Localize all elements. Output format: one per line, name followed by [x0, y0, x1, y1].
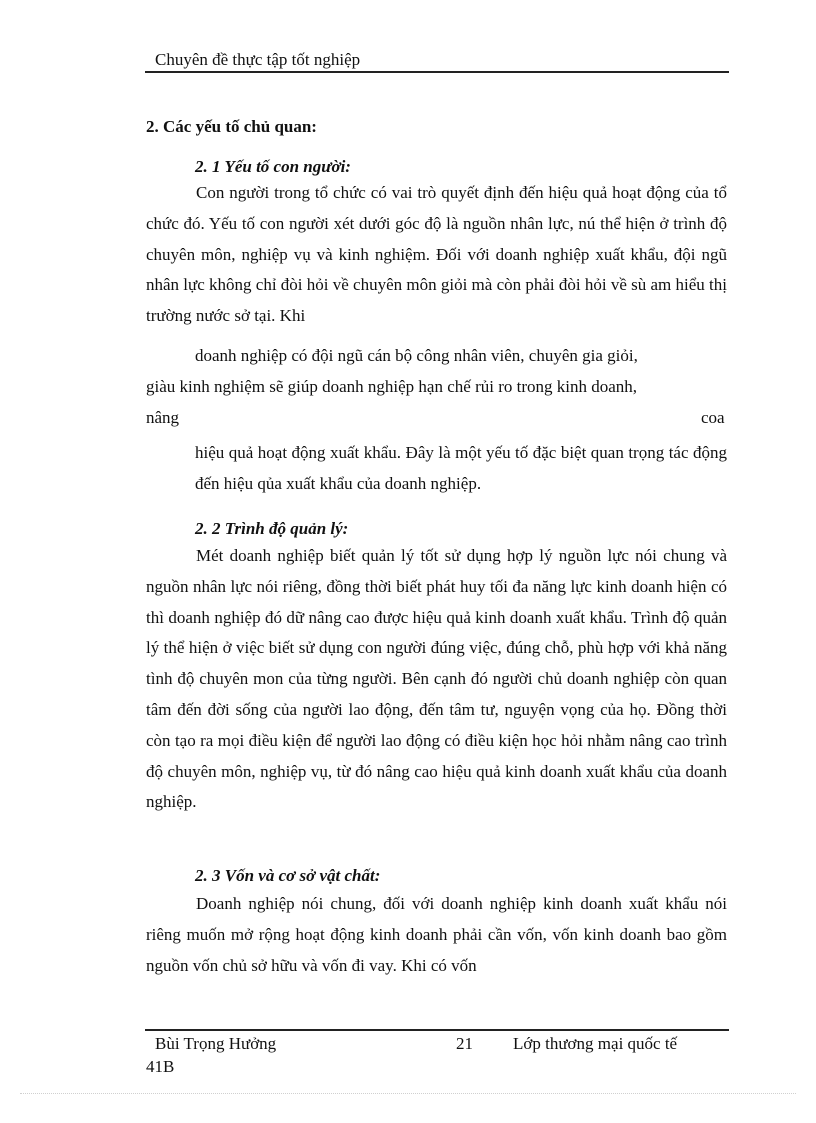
- header-rule: [145, 71, 729, 73]
- footer-class-line2: 41B: [146, 1057, 175, 1076]
- paragraph-management: Mét doanh nghiệp biết quản lý tốt sử dụng hợp lý nguồn lực nói chung và nguồn nhân lực nói riêng, đồng thời biết phát huy tối đa năng lực kinh doanh hiện có thì doanh nghiệp đó dữ nâng cao được hiệu quả kinh doanh xuất khẩu. Trình độ quản lý thể hiện ở việc biết sử dụng con người đúng việc, đúng chỗ, phù hợp với khả năng tình độ chuyên mon của từng người. Bên cạnh đó người chủ doanh nghiệp còn quan tâm đến đời sống của người lao động, đến tâm tư, nguyện vọng của họ. Đồng thời còn tạo ra mọi điều kiện để người lao động có điều kiện học hỏi nhằm nâng cao trình độ chuyên môn, nghiệp vụ, từ đó nâng cao hiệu quả kinh doanh xuất khẩu của doanh nghiệp.: [146, 546, 727, 812]
- footer-author: Bùi Trọng Hưởng: [155, 1034, 277, 1053]
- page-header-title: Chuyên đề thực tập tốt nghiệp: [155, 50, 361, 69]
- footer-rule: [145, 1029, 729, 1031]
- subheading-human-factor: 2. 1 Yếu tố con người:: [195, 157, 351, 176]
- subheading-management: 2. 2 Trình độ quản lý:: [195, 519, 349, 538]
- paragraph-line: giàu kinh nghiệm sẽ giúp doanh nghiệp hạn chế rủi ro trong kinh doanh,: [146, 377, 638, 396]
- paragraph-human-factor: Con người trong tổ chức có vai trò quyết định đến hiệu quả hoạt động của tổ chức đó. Yếu tố con người xét dưới góc độ là nguồn nhân lực, nú thể hiện ở trình độ chuyên môn, nghiệp vụ và kinh nghiệm. Đối với doanh nghiệp xuất khẩu, đội ngũ nhân lực không chỉ đòi hỏi về chuyên môn giỏi mà còn phải đòi hỏi về sù am hiểu thị trường nước sở tại. Khi: [146, 183, 727, 326]
- page-edge-divider: [20, 1093, 796, 1094]
- paragraph-line: doanh nghiệp có đội ngũ cán bộ công nhân viên, chuyên gia giỏi,: [195, 346, 638, 365]
- footer-class: Lớp thương mại quốc tế: [513, 1034, 678, 1053]
- subheading-capital: 2. 3 Vốn và cơ sở vật chất:: [195, 866, 381, 885]
- footer-page-number: 21: [456, 1034, 473, 1053]
- paragraph-capital: Doanh nghiệp nói chung, đối với doanh nghiệp kinh doanh xuất khẩu nói riêng muốn mở rộng hoạt động kinh doanh phải cần vốn, vốn kinh doanh bao gồm nguồn vốn chủ sở hữu và vốn đi vay. Khi có vốn: [146, 894, 727, 975]
- paragraph-line-right: coa: [701, 408, 725, 427]
- section-heading: 2. Các yếu tố chủ quan:: [146, 117, 317, 136]
- paragraph-line-left: nâng: [146, 408, 180, 427]
- paragraph-export-effect: hiệu quả hoạt động xuất khẩu. Đây là một yếu tố đặc biệt quan trọng tác động đến hiệu qủa xuất khẩu của doanh nghiệp.: [195, 443, 727, 493]
